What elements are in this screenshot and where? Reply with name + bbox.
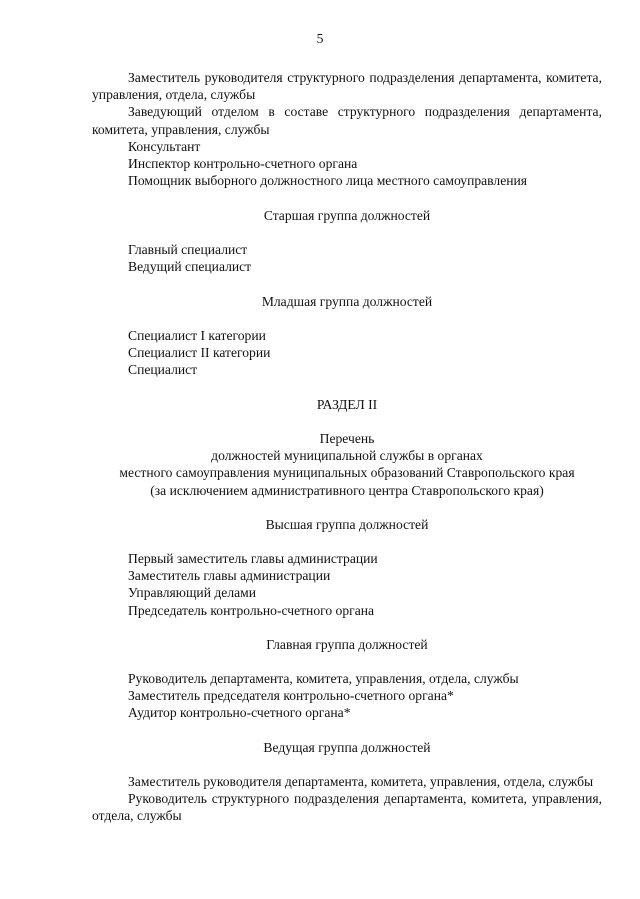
- position-list-continuation: [92, 69, 602, 189]
- position-item: Инспектор контрольно-счетного органа: [128, 156, 358, 172]
- position-item: Заместитель председателя контрольно-счетного органа*: [128, 688, 454, 704]
- junior-group-list: [92, 327, 602, 379]
- position-item: Управляющий делами: [128, 585, 257, 601]
- senior-group-list: [92, 241, 602, 275]
- section-title: РАЗДЕЛ II: [316, 397, 378, 412]
- position-item: Специалист I категории: [128, 328, 266, 343]
- position-item: Заместитель руководителя структурного подразделения департамента, комитета, управления, отдела, службы: [92, 70, 602, 103]
- list-title-line: местного самоуправления муниципальных образований Ставропольского края: [119, 465, 575, 481]
- position-item: Руководитель департамента, комитета, управления, отдела, службы: [128, 671, 519, 686]
- position-item: Аудитор контрольно-счетного органа*: [128, 705, 351, 721]
- position-item: Заместитель руководителя департамента, комитета, управления, отдела, службы: [128, 774, 594, 789]
- page-number: 5: [316, 31, 324, 46]
- position-item: Заместитель главы администрации: [128, 568, 331, 584]
- group-heading-leading: Ведущая группа должностей: [263, 740, 431, 755]
- position-item: Заведующий отделом в составе структурного подразделения департамента, комитета, управления, службы: [92, 104, 602, 137]
- position-item: Специалист II категории: [128, 345, 271, 361]
- position-item: Консультант: [128, 138, 201, 154]
- list-title-line: должностей муниципальной службы в органах: [211, 448, 483, 464]
- group-heading-highest: Высшая группа должностей: [265, 517, 429, 532]
- group-heading-main: Главная группа должностей: [266, 637, 428, 652]
- position-item: Председатель контрольно-счетного органа: [128, 602, 375, 618]
- position-item: Главный специалист: [128, 242, 248, 257]
- list-title-line: Перечень: [319, 431, 375, 446]
- position-item: Помощник выборного должностного лица местного самоуправления: [128, 173, 528, 189]
- highest-group-list: [92, 550, 602, 619]
- position-item: Ведущий специалист: [128, 259, 252, 275]
- list-title-line: (за исключением административного центра Ставропольского края): [150, 482, 544, 498]
- main-group-list: [92, 670, 602, 722]
- group-heading-senior: Старшая группа должностей: [263, 208, 431, 223]
- group-heading-junior: Младшая группа должностей: [261, 294, 433, 309]
- list-title: [92, 430, 602, 499]
- position-item: Руководитель структурного подразделения департамента, комитета, управления, отдела, службы: [92, 791, 602, 824]
- position-item: Специалист: [128, 362, 198, 378]
- leading-group-list: [92, 773, 602, 825]
- position-item: Первый заместитель главы администрации: [128, 551, 378, 566]
